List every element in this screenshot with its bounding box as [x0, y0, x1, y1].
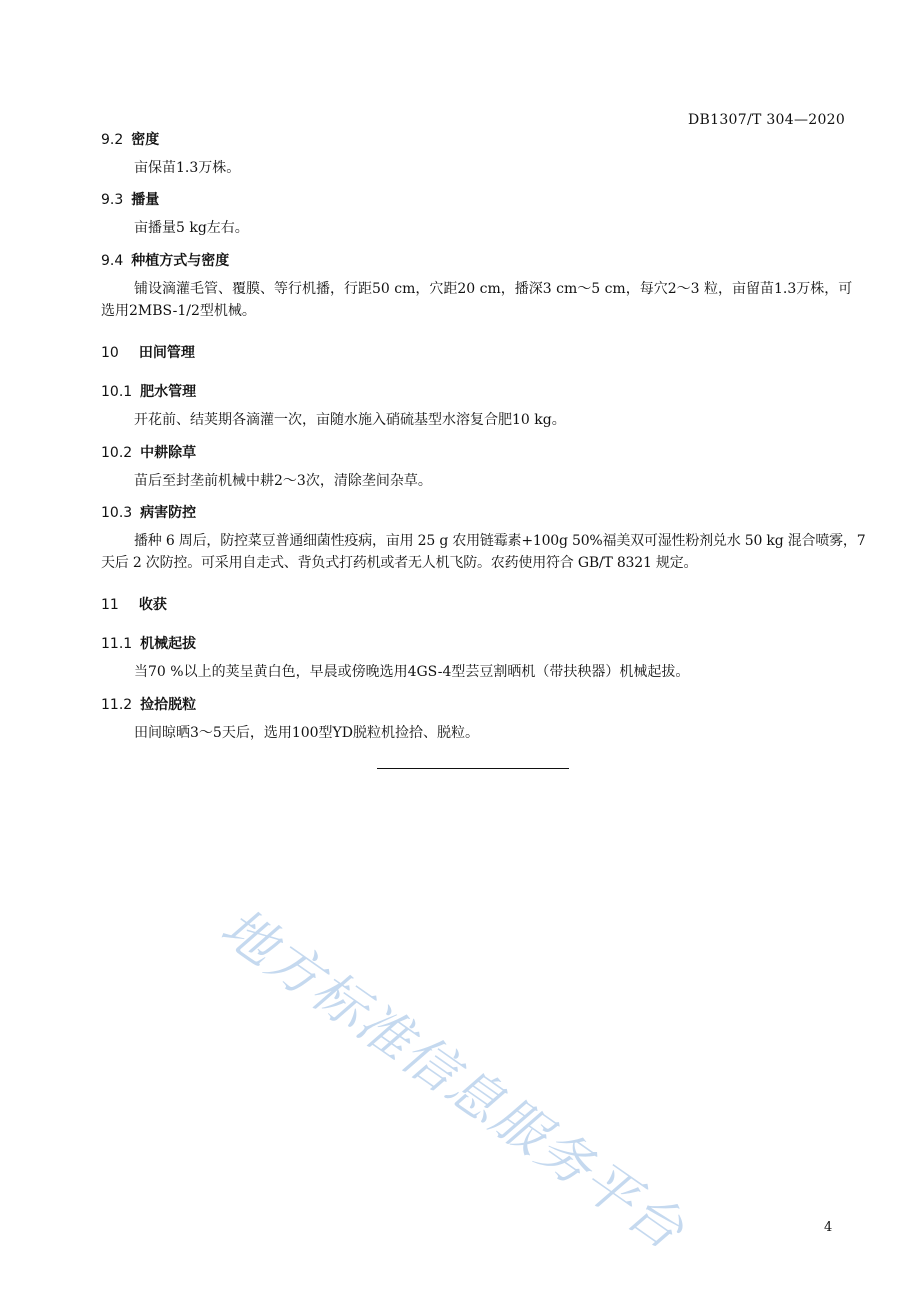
section-heading-11-1 [101, 633, 196, 653]
paragraph-9-3: 亩播量5 kg左右。 [134, 220, 249, 236]
section-number: 11.2 [101, 697, 133, 713]
section-heading-10-3 [101, 502, 196, 522]
section-heading-9-4 [101, 250, 229, 270]
section-heading-10-1 [101, 381, 196, 401]
paragraph-9-4: 铺设滴灌毛管、覆膜、等行机播，行距50 cm，穴距20 cm，播深3 cm～5 cm，每穴2～3 粒，亩留苗1.3万株，可选用2MBS-1/2型机械。 [101, 281, 853, 319]
section-heading-9-3 [101, 189, 159, 209]
paragraph-10-2: 苗后至封垄前机械中耕2～3次，清除垄间杂草。 [134, 473, 432, 489]
section-number: 10.1 [101, 384, 133, 400]
section-heading-10-2 [101, 442, 196, 462]
section-title: 播量 [131, 192, 160, 208]
paragraph-10-1: 开花前、结荚期各滴灌一次，亩随水施入硝硫基型水溶复合肥10 kg。 [134, 412, 566, 428]
document-code: DB1307/T 304—2020 [688, 112, 846, 128]
section-heading-11-2 [101, 694, 196, 714]
section-title: 中耕除草 [140, 445, 197, 461]
section-title: 种植方式与密度 [131, 253, 230, 269]
section-title: 肥水管理 [140, 384, 197, 400]
section-heading-11 [101, 594, 167, 614]
section-number: 10.2 [101, 445, 133, 461]
section-heading-9-2 [101, 129, 159, 149]
section-number: 10 [101, 345, 119, 361]
paragraph-10-3: 播种 6 周后，防控菜豆普通细菌性疫病，亩用 25 g 农用链霉素+100g 50%福美双可湿性粉剂兑水 50 kg 混合喷雾，7 天后 2 次防控。可采用自走式、背负式打药机或者无人机飞防。农药使用符合 GB/T 8321 规定。 [101, 533, 866, 571]
section-heading-10 [101, 342, 195, 362]
section-title: 田间管理 [138, 345, 195, 361]
section-number: 9.3 [101, 192, 124, 208]
page-number: 4 [824, 1220, 833, 1235]
section-number: 10.3 [101, 505, 133, 521]
section-title: 机械起拔 [140, 636, 197, 652]
watermark: 地方标准信息服务平台 [209, 896, 696, 1263]
section-title: 密度 [131, 132, 160, 148]
section-number: 9.2 [101, 132, 124, 148]
section-number: 11.1 [101, 636, 133, 652]
section-title: 收获 [138, 597, 167, 613]
section-title: 病害防控 [140, 505, 197, 521]
end-of-document-rule [377, 768, 569, 769]
paragraph-11-1: 当70 %以上的荚呈黄白色，早晨或傍晚选用4GS-4型芸豆割晒机（带扶秧器）机械起拔。 [134, 664, 690, 680]
section-title: 捡拾脱粒 [140, 697, 197, 713]
paragraph-11-2: 田间晾晒3～5天后，选用100型YD脱粒机捡拾、脱粒。 [134, 725, 480, 741]
paragraph-9-2: 亩保苗1.3万株。 [134, 160, 241, 176]
section-number: 9.4 [101, 253, 124, 269]
section-number: 11 [101, 597, 119, 613]
